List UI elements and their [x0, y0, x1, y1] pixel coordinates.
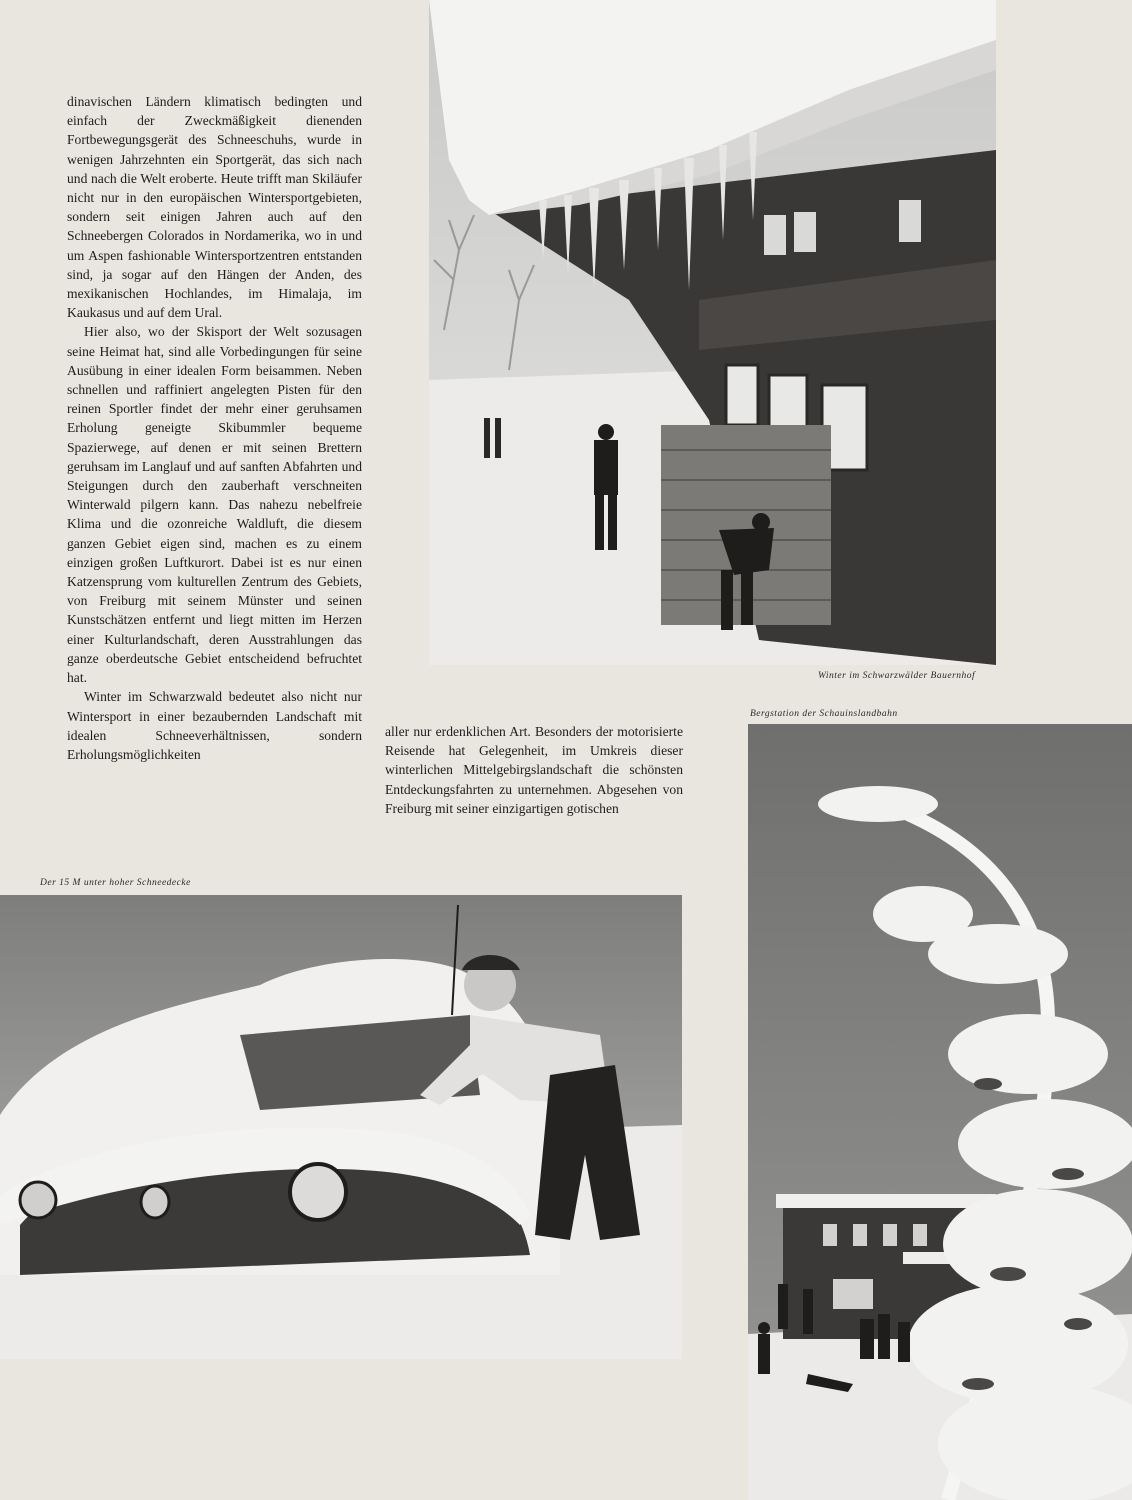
cable-car-station-caption: Bergstation der Schauinslandbahn: [750, 709, 898, 719]
paragraph: Hier also, wo der Skisport der Welt sozusagen seine Heimat hat, sind alle Vorbedingungen für seine Ausübung in einer idealen Form beisammen. Neben schnellen und raffiniert angelegten Pisten für den reinen Sportler findet der mehr einer geruhsamen Erholung geneigte Skibummler bequeme Spazierwege, auf denen er mit seinen Brettern geruhsam im Langlauf und auf sanften Abfahrten und Steigungen durch den zauberhaft verschneiten Winterwald pilgern kann. Das nahezu nebelfreie Klima und die ozonreiche Waldluft, die diesem ganzen Gebiet eigen sind, machen es zu einem einzigen großen Luftkurort. Dabei ist es nur einen Katzensprung vom kulturellen Zentrum des Gebiets, von Freiburg mit seinem Münster und seinen Kunstschätzen entfernt und liegt mitten im Herzen einer Kulturlandschaft, deren Ausstrahlungen das ganze oberdeutsche Gebiet entscheidend befruchtet hat.: [67, 324, 362, 686]
car-in-snow-photo: [0, 895, 682, 1359]
paragraph: dinavischen Ländern klimatisch bedingten und einfach der Zweckmäßigkeit dienenden Fortbewegungsgerät des Schneeschuhs, wurde in wenigen Jahrzehnten ein Sportgerät, das sich nach und nach die Welt eroberte. Heute trifft man Skiläufer nicht nur in den europäischen Wintersportgebieten, sondern seit einigen Jahren auch auf den Schneebergen Colorados in Nordamerika, wo in und um Aspen fashionable Wintersportzentren entstanden sind, ja sogar auf den Hängen der Anden, des mexikanischen Hochlandes, im Himalaja, im Kaukasus und auf dem Ural.: [67, 94, 362, 321]
paragraph: Winter im Schwarzwald bedeutet also nicht nur Wintersport in einer bezaubernden Landschaft mit idealen Schneeverhältnissen, sondern Erholungsmöglichkeiten: [67, 689, 362, 762]
cable-car-station-photo: [748, 724, 1132, 1500]
farmhouse-caption: Winter im Schwarzwälder Bauernhof: [818, 671, 976, 681]
farmhouse-photo: [429, 0, 996, 665]
paragraph: aller nur erdenklichen Art. Besonders der motorisierte Reisende hat Gelegenheit, im Umkreis dieser winterlichen Mittelgebirgslandschaft die schönsten Entdeckungsfahrten zu unternehmen. Abgesehen von Freiburg mit seiner einzigartigen gotischen: [385, 724, 683, 816]
car-in-snow-caption: Der 15 M unter hoher Schneedecke: [40, 878, 191, 888]
article-column-left: [67, 92, 362, 764]
article-column-middle: [385, 722, 683, 818]
